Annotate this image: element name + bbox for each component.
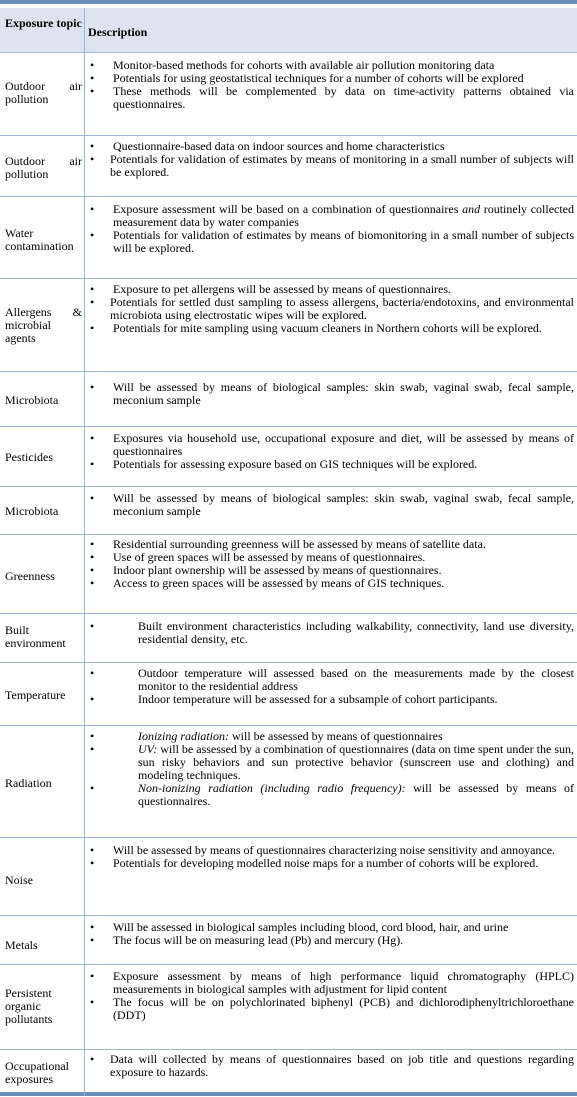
table-row xyxy=(0,915,577,964)
bullet-item: • Indoor temperature will be assessed for a subsample of cohort participants. xyxy=(88,693,574,706)
table-row xyxy=(0,278,577,371)
bullet-item: • Will be assessed by means of biological samples: skin swab, vaginal swab, fecal sample, meconium sample xyxy=(88,381,574,407)
row-topic: Microbiota xyxy=(5,393,59,407)
table-row xyxy=(0,371,577,427)
row-topic: Allergens & microbial agents xyxy=(5,305,82,345)
bullet-item: • Data will collected by means of questionnaires based on job title and questions regarding exposure to hazards. xyxy=(88,1053,574,1079)
bullet-item: • Monitor-based methods for cohorts with available air pollution monitoring data xyxy=(88,59,574,72)
table-row xyxy=(0,613,577,662)
bullet-item: • Potentials for settled dust sampling to assess allergens, bacteria/endotoxins, and environmental microbiota using electrostatic wipes will be explored. xyxy=(88,296,574,322)
row-description xyxy=(88,1053,574,1079)
row-topic: Radiation xyxy=(5,776,52,790)
bullet-item: • Potentials for developing modelled noise maps for a number of cohorts will be explored. xyxy=(88,857,574,870)
bullet-item: • Will be assessed by means of biological samples: skin swab, vaginal swab, fecal sample, meconium sample xyxy=(88,492,574,518)
table-row xyxy=(0,534,577,613)
bullet-item: • Potentials for using geostatistical techniques for a number of cohorts will be explored xyxy=(88,72,574,85)
bullet-item: • The focus will be on measuring lead (Pb) and mercury (Hg). xyxy=(88,934,574,947)
bullet-item: • Potentials for validation of estimates by means of biomonitoring in a small number of subjects will be explored. xyxy=(88,229,574,255)
row-description xyxy=(88,730,574,808)
row-description xyxy=(88,381,574,407)
bullet-item: • Potentials for mite sampling using vacuum cleaners in Northern cohorts will be explored. xyxy=(88,322,574,335)
bullet-item: • Will be assessed by means of questionnaires characterizing noise sensitivity and annoyance. xyxy=(88,844,574,857)
bullet-item: • Residential surrounding greenness will be assessed by means of satellite data. xyxy=(88,538,574,551)
table-row xyxy=(0,486,577,534)
row-topic: Temperature xyxy=(5,688,66,702)
row-topic: Microbiota xyxy=(5,504,59,518)
bullet-item: • Questionnaire-based data on indoor sources and home characteristics xyxy=(88,140,574,153)
bullet-item: • Built environment characteristics including walkability, connectivity, land use diversity, residential density, etc. xyxy=(88,620,574,646)
bullet-item: • Non-ionizing radiation (including radio frequency): will be assessed by means of questionnaires. xyxy=(88,782,574,808)
header-exposure-topic: Exposure topic xyxy=(5,16,82,30)
row-topic: Metals xyxy=(5,938,38,952)
row-description xyxy=(88,492,574,518)
bullet-item: • UV: will be assessed by a combination of questionnaires (data on time spent under the sun, sun risky behaviors and sun protective behavior (sunscreen use and clothing) and modeling techniques. xyxy=(88,743,574,782)
row-topic: Outdoor air pollution xyxy=(5,79,82,106)
row-description xyxy=(88,844,574,870)
table-row xyxy=(0,426,577,487)
table-row xyxy=(0,837,577,915)
row-description xyxy=(88,432,574,471)
bullet-item: • Outdoor temperature will assessed based on the measurements made by the closest monitor to the residential address xyxy=(88,667,574,693)
bullet-item: • Ionizing radiation: will be assessed by means of questionnaires xyxy=(88,730,574,743)
table-header xyxy=(0,8,577,53)
row-topic: Persistent organic pollutants xyxy=(5,986,53,1026)
row-description xyxy=(88,921,574,947)
bullet-item: • Exposures via household use, occupational exposure and diet, will be assessed by means of questionnaires xyxy=(88,432,574,458)
table-row xyxy=(0,135,577,196)
row-topic: Occupational exposures xyxy=(5,1059,69,1086)
row-topic: Noise xyxy=(5,873,33,887)
bullet-item: • Will be assessed in biological samples including blood, cord blood, hair, and urine xyxy=(88,921,574,934)
table-row xyxy=(0,662,577,725)
row-description xyxy=(88,620,574,646)
row-description xyxy=(88,283,574,335)
row-topic: Greenness xyxy=(5,569,55,583)
bullet-item: • Access to green spaces will be assessed by means of GIS techniques. xyxy=(88,577,574,590)
row-topic: Built environment xyxy=(5,623,66,650)
bullet-item: • Potentials for assessing exposure based on GIS techniques will be explored. xyxy=(88,458,574,471)
bullet-item: • These methods will be complemented by data on time-activity patterns obtained via questionnaires. xyxy=(88,85,574,111)
bullet-item: • The focus will be on polychlorinated biphenyl (PCB) and dichlorodiphenyltrichloroethane (DDT) xyxy=(88,996,574,1022)
bullet-item: • Potentials for validation of estimates by means of monitoring in a small number of subjects will be explored. xyxy=(88,153,574,179)
row-description xyxy=(88,538,574,590)
row-description xyxy=(88,203,574,255)
bullet-item: • Use of green spaces will be assessed by means of questionnaires. xyxy=(88,551,574,564)
bullet-item: • Indoor plant ownership will be assessed by means of questionnaires. xyxy=(88,564,574,577)
table-row xyxy=(0,54,577,134)
row-description xyxy=(88,667,574,706)
row-description xyxy=(88,970,574,1022)
row-topic: Water contamination xyxy=(5,226,74,253)
header-description: Description xyxy=(88,25,148,39)
table-row xyxy=(0,964,577,1049)
row-topic: Outdoor air pollution xyxy=(5,154,82,181)
bullet-item: • Exposure assessment by means of high performance liquid chromatography (HPLC) measurements in biological samples with adjustment for lipid content xyxy=(88,970,574,996)
row-description xyxy=(88,140,574,179)
bullet-item: • Exposure assessment will be based on a combination of questionnaires and routinely collected measurement data by water companies xyxy=(88,203,574,229)
bullet-item: • Exposure to pet allergens will be assessed by means of questionnaires. xyxy=(88,283,574,296)
table-row xyxy=(0,725,577,837)
row-topic: Pesticides xyxy=(5,450,53,464)
table-row xyxy=(0,1049,577,1097)
table-row xyxy=(0,196,577,278)
row-description xyxy=(88,59,574,111)
